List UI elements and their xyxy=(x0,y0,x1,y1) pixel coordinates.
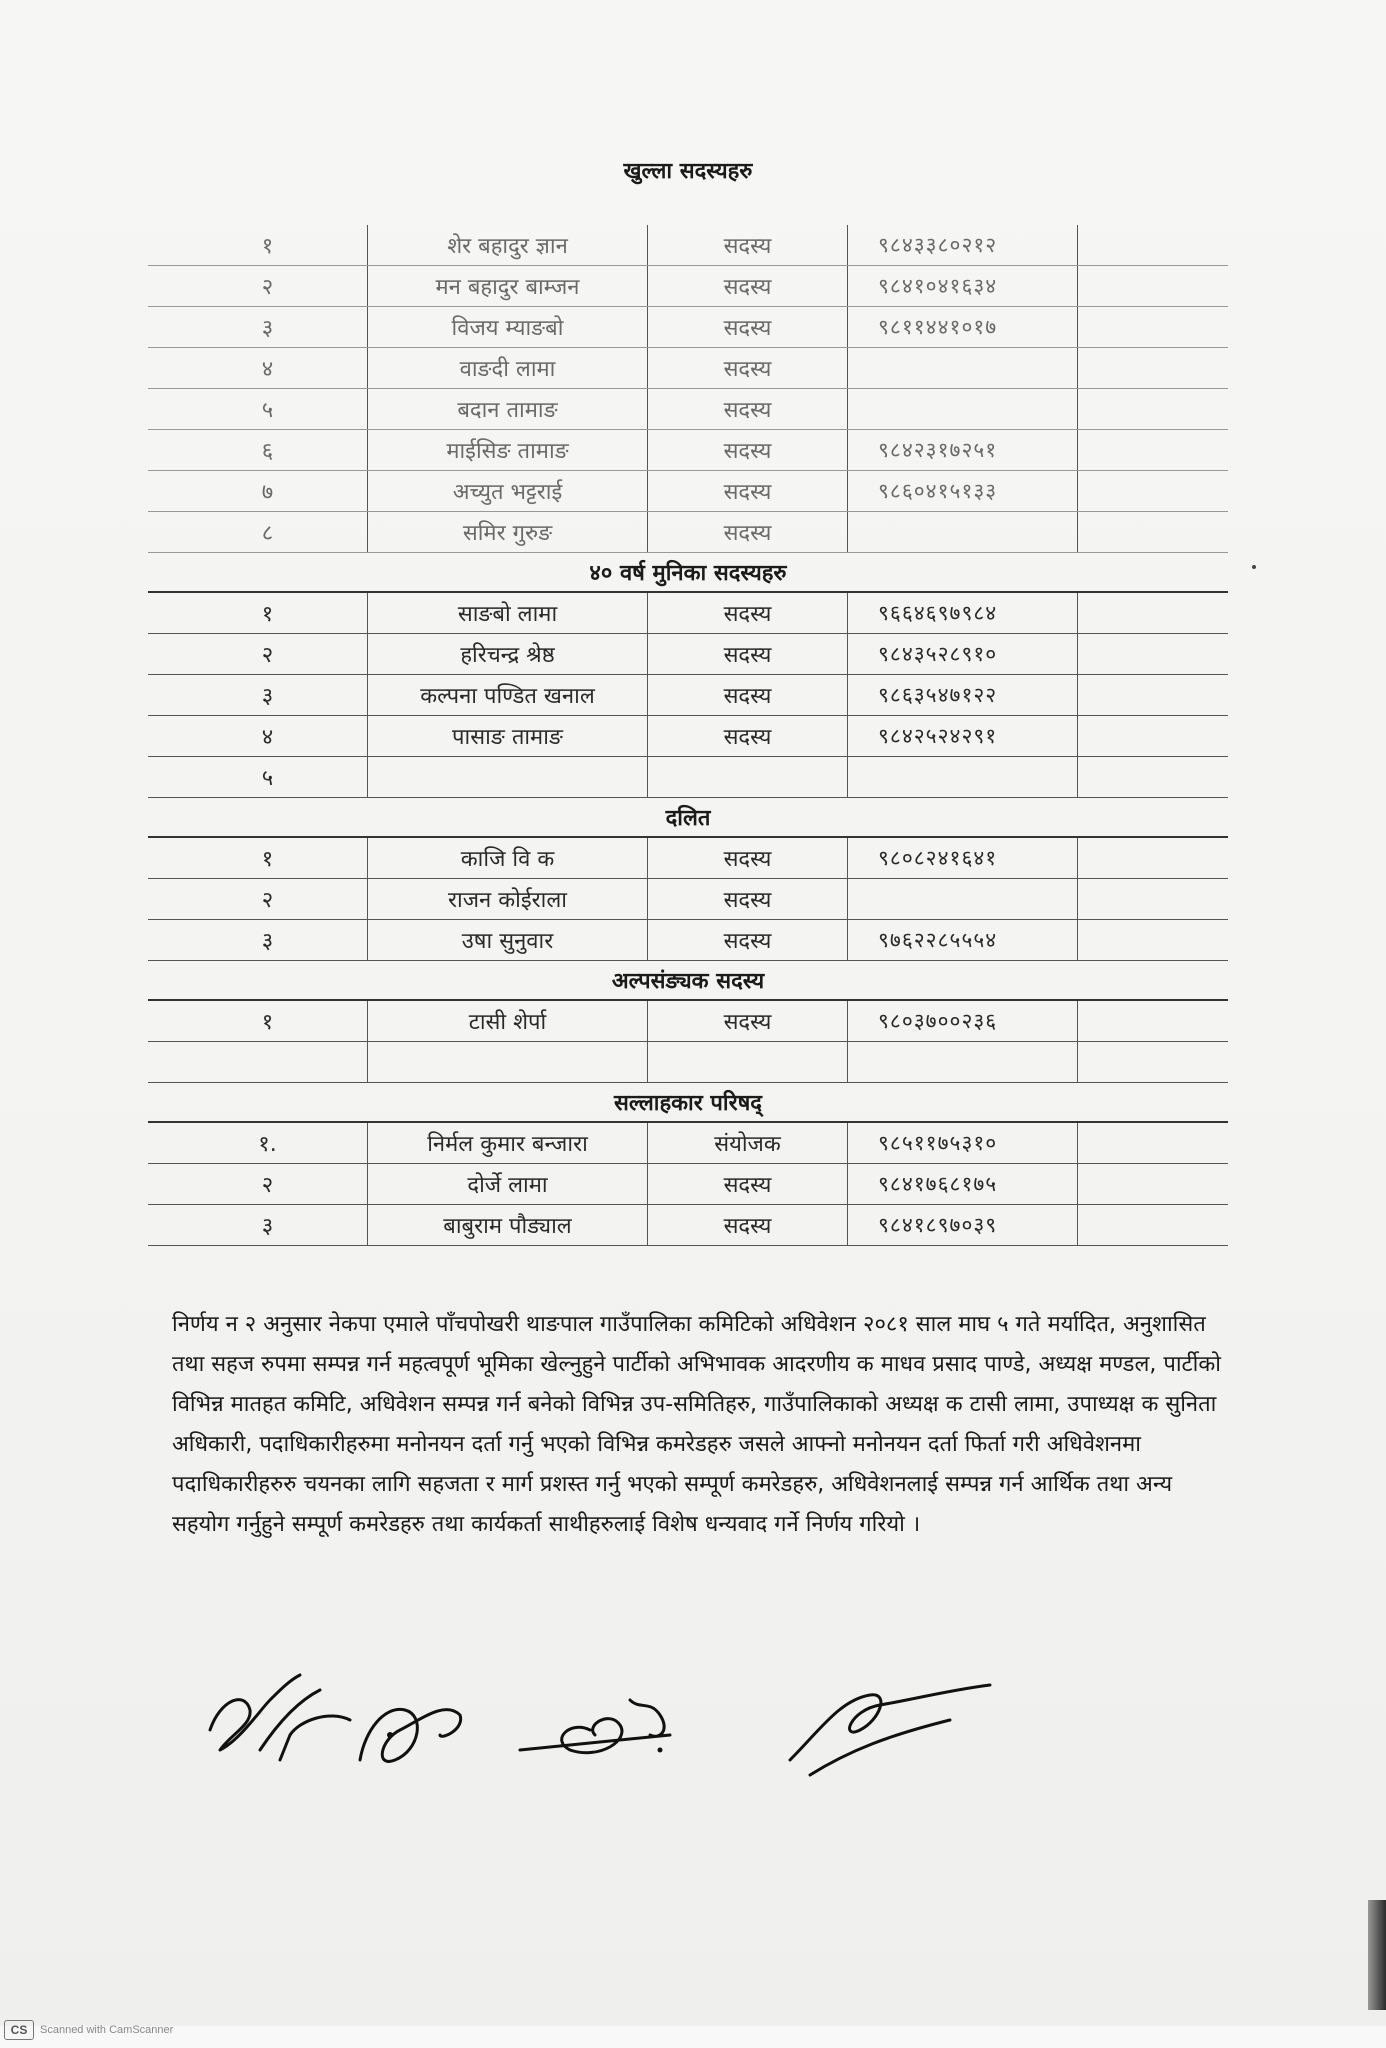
phone-cell: ९८४३३८०२१२ xyxy=(848,225,1078,265)
phone-cell: ९७६२२८५५५४ xyxy=(848,920,1078,960)
name-cell: अच्युत भट्टराई xyxy=(368,471,648,511)
empty-cell xyxy=(1078,757,1228,797)
name-cell: माईसिङ तामाङ xyxy=(368,430,648,470)
phone-cell: ९८५११७५३१० xyxy=(848,1123,1078,1163)
empty-cell xyxy=(1078,1205,1228,1245)
role-cell: सदस्य xyxy=(648,716,848,756)
table-row xyxy=(148,266,1228,307)
phone-cell: ९८४१८९७०३९ xyxy=(848,1205,1078,1245)
role-cell: सदस्य xyxy=(648,879,848,919)
phone-cell xyxy=(848,348,1078,388)
serial-number-cell: १ xyxy=(148,225,368,265)
name-cell: टासी शेर्पा xyxy=(368,1001,648,1041)
serial-number-cell: ३ xyxy=(148,1205,368,1245)
serial-number-cell: १ xyxy=(148,593,368,633)
table-row xyxy=(148,920,1228,961)
page-edge-shadow xyxy=(1368,1900,1386,2010)
empty-cell xyxy=(1078,593,1228,633)
table-row xyxy=(148,634,1228,675)
name-cell: विजय म्याङबो xyxy=(368,307,648,347)
name-cell: पासाङ तामाङ xyxy=(368,716,648,756)
section-title: दलित xyxy=(148,798,1228,838)
phone-cell: ९८४३५२८९१० xyxy=(848,634,1078,674)
signatures xyxy=(190,1640,1090,1800)
empty-cell xyxy=(1078,1042,1228,1082)
serial-number-cell: २ xyxy=(148,1164,368,1204)
table-row xyxy=(148,1205,1228,1246)
phone-cell: ९८०८२४१६४१ xyxy=(848,838,1078,878)
serial-number-cell: ३ xyxy=(148,920,368,960)
empty-cell xyxy=(1078,675,1228,715)
table-row xyxy=(148,307,1228,348)
table-row xyxy=(148,225,1228,266)
section-title: अल्पसंङ्यक सदस्य xyxy=(148,961,1228,1001)
phone-cell: ९८६०४१५१३३ xyxy=(848,471,1078,511)
phone-cell xyxy=(848,512,1078,552)
serial-number-cell: ७ xyxy=(148,471,368,511)
empty-cell xyxy=(1078,1164,1228,1204)
table-row xyxy=(148,675,1228,716)
name-cell: काजि वि क xyxy=(368,838,648,878)
name-cell xyxy=(368,1042,648,1082)
phone-cell: ९८०३७००२३६ xyxy=(848,1001,1078,1041)
role-cell: सदस्य xyxy=(648,307,848,347)
signature-3 xyxy=(520,1700,670,1753)
section-title: सल्लाहकार परिषद् xyxy=(148,1083,1228,1123)
camscanner-text: Scanned with CamScanner xyxy=(40,2024,174,2036)
empty-cell xyxy=(1078,348,1228,388)
serial-number-cell: ६ xyxy=(148,430,368,470)
table-row xyxy=(148,879,1228,920)
table-row xyxy=(148,757,1228,798)
empty-cell xyxy=(1078,512,1228,552)
role-cell: सदस्य xyxy=(648,225,848,265)
serial-number-cell: ५ xyxy=(148,757,368,797)
name-cell: निर्मल कुमार बन्जारा xyxy=(368,1123,648,1163)
empty-cell xyxy=(1078,389,1228,429)
serial-number-cell xyxy=(148,1042,368,1082)
role-cell: सदस्य xyxy=(648,512,848,552)
phone-cell xyxy=(848,389,1078,429)
phone-cell: ९८६३५४७१२२ xyxy=(848,675,1078,715)
name-cell: हरिचन्द्र श्रेष्ठ xyxy=(368,634,648,674)
table-row xyxy=(148,593,1228,634)
serial-number-cell: २ xyxy=(148,879,368,919)
table-row xyxy=(148,348,1228,389)
member-table xyxy=(148,145,1228,1246)
table-row xyxy=(148,471,1228,512)
phone-cell: ९६६४६९७९८४ xyxy=(848,593,1078,633)
empty-cell xyxy=(1078,430,1228,470)
serial-number-cell: ४ xyxy=(148,348,368,388)
table-row xyxy=(148,389,1228,430)
role-cell: सदस्य xyxy=(648,675,848,715)
name-cell: साङबो लामा xyxy=(368,593,648,633)
camscanner-watermark xyxy=(4,2020,173,2040)
role-cell xyxy=(648,1042,848,1082)
signature-2 xyxy=(360,1709,461,1761)
stray-mark xyxy=(1252,565,1256,569)
empty-cell xyxy=(1078,266,1228,306)
camscanner-logo-icon: CS xyxy=(4,2020,34,2040)
scanner-footer xyxy=(0,2023,1386,2048)
empty-cell xyxy=(1078,634,1228,674)
name-cell: बाबुराम पौड्याल xyxy=(368,1205,648,1245)
empty-cell xyxy=(1078,716,1228,756)
phone-cell: ९८४१७६८१७५ xyxy=(848,1164,1078,1204)
role-cell: सदस्य xyxy=(648,920,848,960)
role-cell: सदस्य xyxy=(648,1205,848,1245)
empty-cell xyxy=(1078,471,1228,511)
role-cell: सदस्य xyxy=(648,471,848,511)
phone-cell xyxy=(848,879,1078,919)
table-row xyxy=(148,430,1228,471)
role-cell: सदस्य xyxy=(648,634,848,674)
role-cell: संयोजक xyxy=(648,1123,848,1163)
table-row xyxy=(148,1164,1228,1205)
serial-number-cell: २ xyxy=(148,634,368,674)
role-cell: सदस्य xyxy=(648,593,848,633)
phone-cell: ९८४१०४१६३४ xyxy=(848,266,1078,306)
table-row xyxy=(148,1042,1228,1083)
serial-number-cell: ८ xyxy=(148,512,368,552)
empty-cell xyxy=(1078,1123,1228,1163)
table-row xyxy=(148,1001,1228,1042)
name-cell: बदान तामाङ xyxy=(368,389,648,429)
serial-number-cell: ३ xyxy=(148,307,368,347)
empty-cell xyxy=(1078,307,1228,347)
serial-number-cell: १. xyxy=(148,1123,368,1163)
name-cell xyxy=(368,757,648,797)
phone-cell xyxy=(848,757,1078,797)
serial-number-cell: ३ xyxy=(148,675,368,715)
empty-cell xyxy=(1078,879,1228,919)
name-cell: मन बहादुर बाम्जन xyxy=(368,266,648,306)
name-cell: उषा सुनुवार xyxy=(368,920,648,960)
section-title: ४० वर्ष मुनिका सदस्यहरु xyxy=(148,553,1228,593)
name-cell: कल्पना पण्डित खनाल xyxy=(368,675,648,715)
name-cell: वाङदी लामा xyxy=(368,348,648,388)
empty-cell xyxy=(1078,225,1228,265)
serial-number-cell: १ xyxy=(148,1001,368,1041)
name-cell: राजन कोईराला xyxy=(368,879,648,919)
serial-number-cell: १ xyxy=(148,838,368,878)
empty-cell xyxy=(1078,838,1228,878)
serial-number-cell: २ xyxy=(148,266,368,306)
section-title: खुल्ला सदस्यहरु xyxy=(623,159,753,184)
phone-cell: ९८४२३१७२५१ xyxy=(848,430,1078,470)
table-row xyxy=(148,716,1228,757)
table-row xyxy=(148,1123,1228,1164)
role-cell xyxy=(648,757,848,797)
empty-cell xyxy=(1078,920,1228,960)
table-row xyxy=(148,838,1228,879)
role-cell: सदस्य xyxy=(648,348,848,388)
phone-cell xyxy=(848,1042,1078,1082)
role-cell: सदस्य xyxy=(648,1001,848,1041)
name-cell: समिर गुरुङ xyxy=(368,512,648,552)
role-cell: सदस्य xyxy=(648,389,848,429)
signature-1 xyxy=(210,1675,350,1760)
decision-paragraph: निर्णय न २ अनुसार नेकपा एमाले पाँचपोखरी थाङपाल गाउँपालिका कमिटिको अधिवेशन २०८१ साल माघ ५ गते मर्यादित, अनुशासित तथा सहज रुपमा सम्पन्न गर्न महत्वपूर्ण भूमिका खेल्नुहुने पार्टीको अभिभावक आदरणीय क माधव प्रसाद पाण्डे, अध्यक्ष मण्डल, पार्टीको विभिन्न मातहत कमिटि, अधिवेशन सम्पन्न गर्न बनेको विभिन्न उप-समितिहरु, गाउँपालिकाको अध्यक्ष क टासी लामा, उपाध्यक्ष क सुनिता अधिकारी, पदाधिकारीहरुमा मनोनयन दर्ता गर्नु भएको विभिन्न कमरेडहरु जसले आफ्नो मनोनयन दर्ता फिर्ता गरी अधिवेशनमा पदाधिकारीहरुरु चयनका लागि सहजता र मार्ग प्रशस्त गर्नु भएको सम्पूर्ण कमरेडहरु, अधिवेशनलाई सम्पन्न गर्न आर्थिक तथा अन्य सहयोग गर्नुहुने सम्पूर्ण कमरेडहरु तथा कार्यकर्ता साथीहरुलाई विशेष धन्यवाद गर्ने निर्णय गरियो । xyxy=(172,1312,1221,1537)
table-row xyxy=(148,512,1228,553)
role-cell: सदस्य xyxy=(648,1164,848,1204)
serial-number-cell: ४ xyxy=(148,716,368,756)
role-cell: सदस्य xyxy=(648,430,848,470)
phone-cell: ९८११४४१०१७ xyxy=(848,307,1078,347)
phone-cell: ९८४२५२४२९१ xyxy=(848,716,1078,756)
name-cell: शेर बहादुर ज्ञान xyxy=(368,225,648,265)
empty-cell xyxy=(1078,1001,1228,1041)
serial-number-cell: ५ xyxy=(148,389,368,429)
name-cell: दोर्जे लामा xyxy=(368,1164,648,1204)
role-cell: सदस्य xyxy=(648,266,848,306)
role-cell: सदस्य xyxy=(648,838,848,878)
signature-4 xyxy=(790,1685,990,1775)
